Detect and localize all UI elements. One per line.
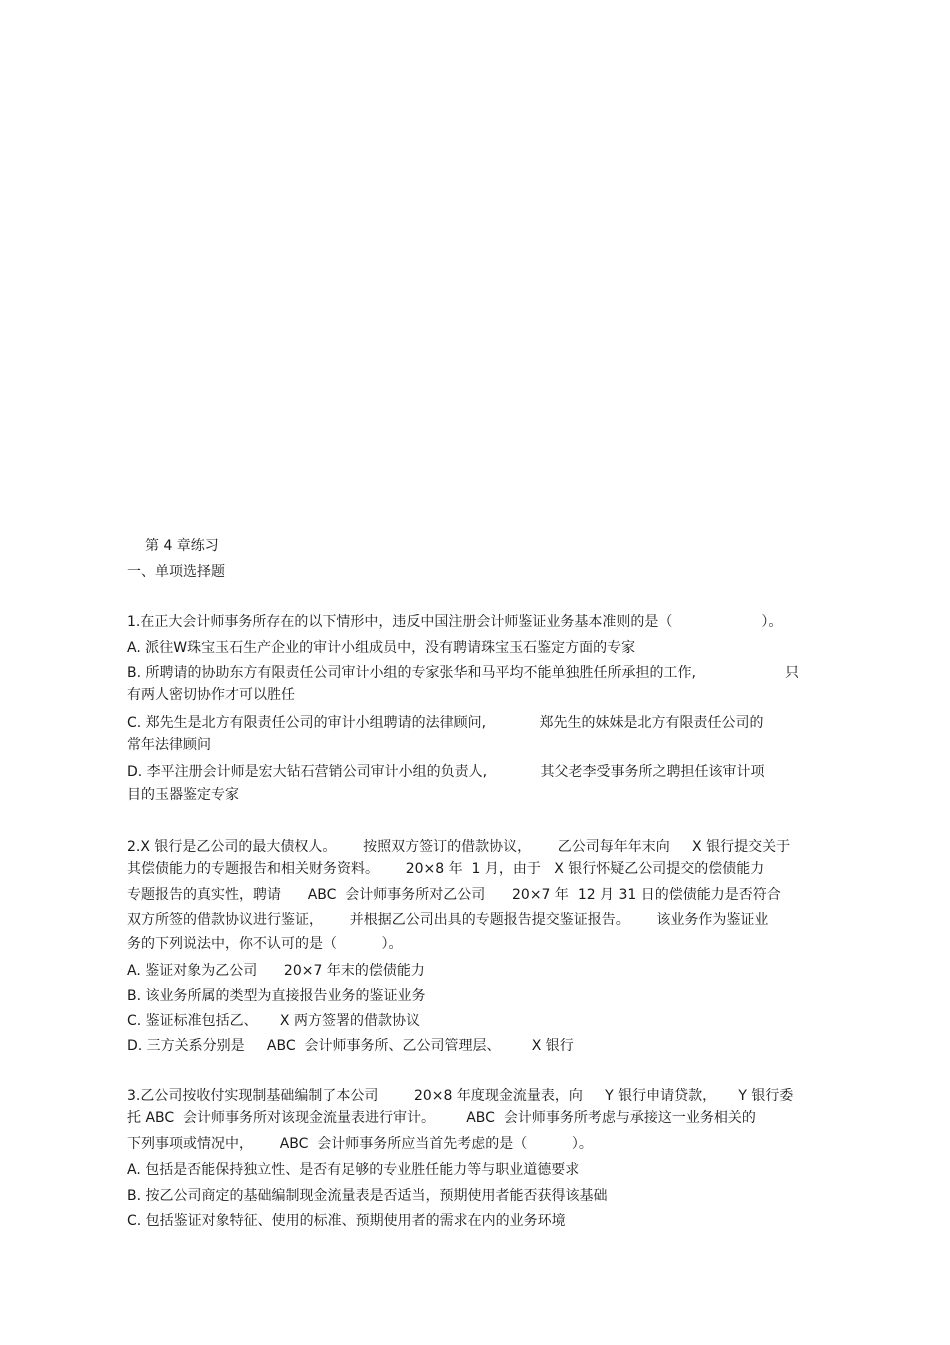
question-stem-line: 务的下列说法中，你不认可的是（ ）。 — [127, 936, 403, 952]
option-d: D. 李平注册会计师是宏大钻石营销公司审计小组的负责人, 其父老李受事务所之聘担任该审计项 — [127, 764, 765, 780]
option-a: A. 鉴证对象为乙公司 20×7 年末的偿债能力 — [127, 963, 425, 979]
option-a: A. 包括是否能保持独立性、是否有足够的专业胜任能力等与职业道德要求 — [127, 1162, 580, 1178]
question-stem-line: 托 ABC 会计师事务所对该现金流量表进行审计。 ABC 会计师事务所考虑与承接这一业务相关的 — [127, 1110, 756, 1126]
option-d-continued: 目的玉器鉴定专家 — [127, 787, 239, 803]
question-stem-line: 双方所签的借款协议进行鉴证， 并根据乙公司出具的专题报告提交鉴证报告。 该业务作为鉴证业 — [127, 912, 769, 928]
option-b-continued: 有两人密切协作才可以胜任 — [127, 687, 295, 703]
option-c-continued: 常年法律顾问 — [127, 737, 211, 753]
option-b: B. 该业务所属的类型为直接报告业务的鉴证业务 — [127, 988, 426, 1004]
question-stem-line: 下列事项或情况中， ABC 会计师事务所应当首先考虑的是（ ）。 — [127, 1136, 593, 1152]
option-a: A. 派往W珠宝玉石生产企业的审计小组成员中，没有聘请珠宝玉石鉴定方面的专家 — [127, 640, 636, 656]
question-stem-line: 2.X 银行是乙公司的最大债权人。 按照双方签订的借款协议， 乙公司每年年末向 X 银行提交关于 — [127, 839, 791, 855]
question-stem-line: 其偿债能力的专题报告和相关财务资料。 20×8 年 1 月，由于 X 银行怀疑乙公司提交的偿债能力 — [127, 861, 765, 877]
question-stem-line: 1.在正大会计师事务所存在的以下情形中，违反中国注册会计师鉴证业务基本准则的是（ ）。 — [127, 614, 783, 630]
question-stem-line: 专题报告的真实性，聘请 ABC 会计师事务所对乙公司 20×7 年 12 月 31 日的偿债能力是否符合 — [127, 887, 781, 903]
question-stem-line: 3.乙公司按收付实现制基础编制了本公司 20×8 年度现金流量表，向 Y 银行申请贷款， Y 银行委 — [127, 1088, 794, 1104]
option-d: D. 三方关系分别是 ABC 会计师事务所、乙公司管理层、 X 银行 — [127, 1038, 574, 1054]
section-title: 一、单项选择题 — [127, 564, 225, 580]
option-c: C. 郑先生是北方有限责任公司的审计小组聘请的法律顾问, 郑先生的妹妹是北方有限责任公司的 — [127, 715, 764, 731]
option-b: B. 所聘请的协助东方有限责任公司审计小组的专家张华和马平均不能单独胜任所承担的工作, 只 — [127, 665, 799, 681]
option-c: C. 鉴证标准包括乙、 X 两方签署的借款协议 — [127, 1013, 420, 1029]
option-b: B. 按乙公司商定的基础编制现金流量表是否适当，预期使用者能否获得该基础 — [127, 1188, 608, 1204]
option-c: C. 包括鉴证对象特征、使用的标准、预期使用者的需求在内的业务环境 — [127, 1213, 566, 1229]
chapter-title: 第 4 章练习 — [145, 538, 219, 554]
